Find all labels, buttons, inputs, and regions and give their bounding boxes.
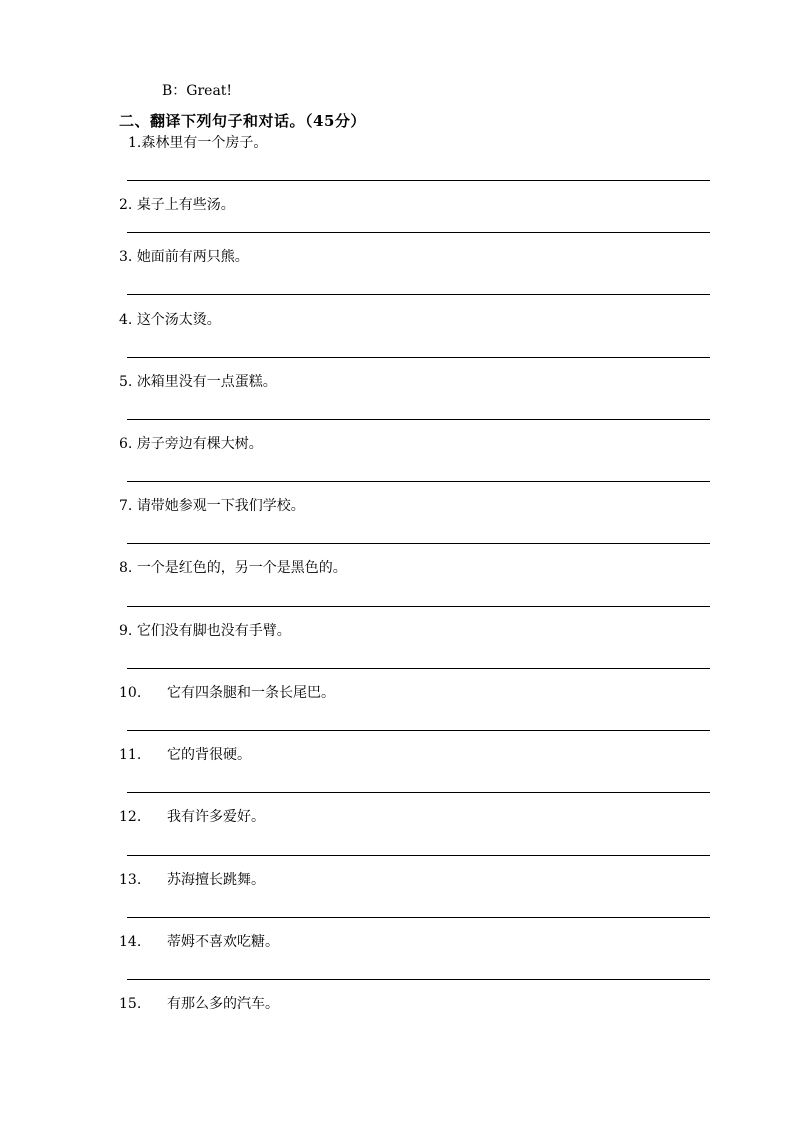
question-10 (119, 684, 335, 702)
answer-line-6 (127, 481, 710, 482)
answer-line-3 (127, 294, 710, 295)
answer-line-4 (127, 357, 710, 358)
answer-line-1 (127, 180, 710, 181)
question-text: 我有许多爱好。 (167, 809, 265, 825)
question-text: 有那么多的汽车。 (167, 996, 279, 1012)
question-5 (119, 373, 277, 391)
question-8 (119, 559, 347, 577)
question-number: 4. (119, 312, 133, 328)
question-number: 10. (119, 685, 142, 701)
answer-line-14 (127, 979, 710, 980)
question-11 (119, 746, 251, 764)
answer-line-9 (127, 668, 710, 669)
question-6 (119, 435, 263, 453)
question-text: 它们没有脚也没有手臂。 (136, 623, 291, 639)
question-text: 苏海擅长跳舞。 (167, 872, 265, 888)
question-12 (119, 808, 265, 826)
question-2 (119, 196, 235, 214)
question-text: 蒂姆不喜欢吃糖。 (167, 934, 279, 950)
question-number: 8. (119, 560, 133, 576)
answer-line-8 (127, 606, 710, 607)
answer-line-11 (127, 792, 710, 793)
question-number: 12. (119, 809, 142, 825)
section-heading: 二、翻译下列句子和对话。（45分） (119, 112, 366, 130)
answer-line-13 (127, 917, 710, 918)
question-9 (119, 622, 291, 640)
answer-line-12 (127, 855, 710, 856)
question-13 (119, 871, 265, 889)
question-number: 6. (119, 436, 133, 452)
question-text: 森林里有一个房子。 (141, 135, 268, 151)
question-text: 桌子上有些汤。 (136, 197, 235, 213)
question-number: 13. (119, 872, 142, 888)
question-text: 它的背很硬。 (167, 747, 251, 763)
question-text: 房子旁边有棵大树。 (136, 436, 263, 452)
question-text: 一个是红色的，另一个是黑色的。 (136, 560, 347, 576)
question-text: 这个汤太烫。 (136, 312, 221, 328)
question-number: 2. (119, 197, 133, 213)
question-number: 15. (119, 996, 142, 1012)
dialog-line: B：Great! (162, 83, 233, 99)
question-7 (119, 497, 305, 515)
question-15 (119, 995, 279, 1013)
question-number: 5. (119, 374, 133, 390)
question-number: 9. (119, 623, 133, 639)
answer-line-2 (127, 232, 710, 233)
answer-line-10 (127, 730, 710, 731)
question-text: 冰箱里没有一点蛋糕。 (136, 374, 277, 390)
question-number: 3. (119, 249, 133, 265)
answer-line-7 (127, 543, 710, 544)
question-1 (128, 134, 267, 152)
question-14 (119, 933, 279, 951)
question-number: 14. (119, 934, 142, 950)
question-text: 它有四条腿和一条长尾巴。 (167, 685, 335, 701)
question-number: 7. (119, 498, 133, 514)
question-text: 她面前有两只熊。 (136, 249, 249, 265)
question-3 (119, 248, 249, 266)
question-text: 请带她参观一下我们学校。 (136, 498, 305, 514)
question-number: 11. (119, 747, 142, 763)
answer-line-5 (127, 419, 710, 420)
question-number: 1. (128, 135, 142, 151)
question-4 (119, 311, 221, 329)
